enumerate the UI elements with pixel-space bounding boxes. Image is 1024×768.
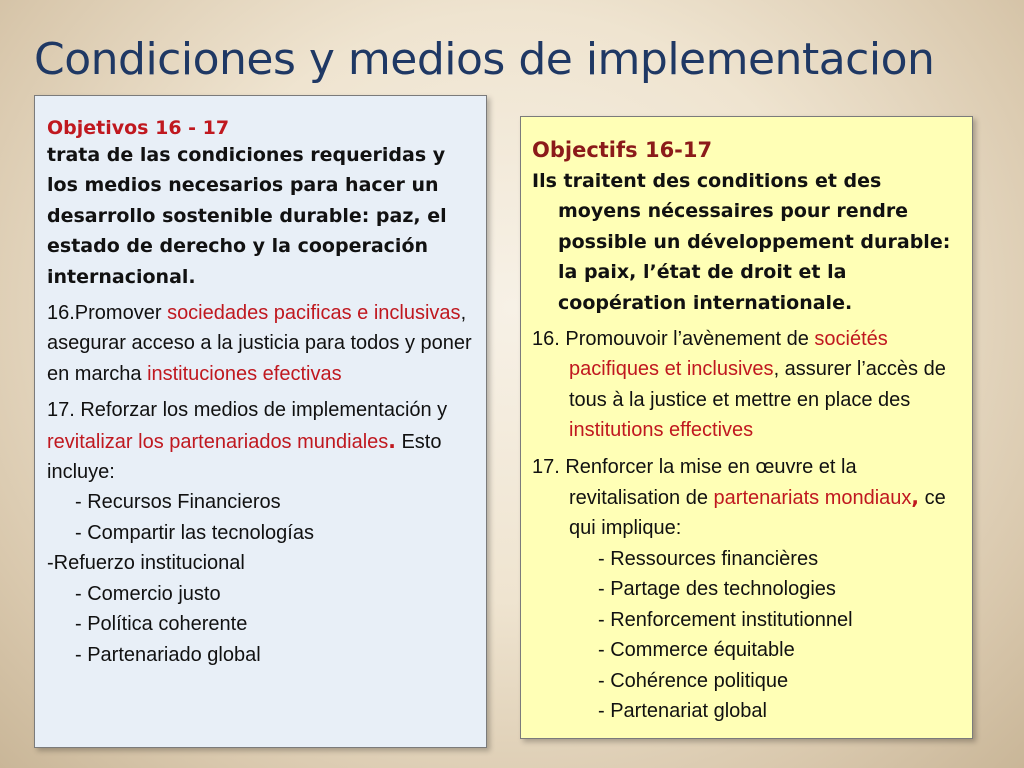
spanish-intro (47, 140, 476, 292)
spanish-means-list (47, 487, 476, 669)
list-item: - Comercio justo (75, 582, 221, 605)
goal17-highlight-partnerships: partenariats mondiaux (713, 487, 912, 510)
list-item: - Política coherente (75, 613, 248, 636)
spanish-heading: Objetivos 16 - 17 (47, 117, 230, 139)
goal17-highlight-partnerships: revitalizar los partenariados mundiales (47, 430, 389, 453)
goal17-bold-comma: , (911, 485, 920, 510)
french-goal-17 (532, 452, 962, 544)
french-intro-end: . (844, 291, 853, 314)
french-intro-text: Ils traitent des conditions et des moyens nécessaires pour rendre possible un développement durable: la paix, l’état de droit et la coopération internationale (532, 170, 951, 314)
goal16-highlight-societies: sociedades pacificas e inclusivas (167, 302, 461, 325)
list-item: - Compartir las tecnologías (75, 521, 314, 544)
list-item: - Ressources financières (598, 547, 819, 570)
goal16-highlight-societies: sociétés pacifiques et inclusives (569, 328, 888, 381)
goal16-prefix: 16.Promover (47, 302, 168, 325)
list-item: - Recursos Financieros (75, 491, 281, 514)
spanish-goal-16 (47, 298, 476, 389)
goal16-middle: , assurer l’accès de tous à la justice et mettre en place des (569, 358, 946, 411)
spanish-objectives-box (34, 95, 487, 748)
list-item: - Partenariat global (598, 699, 767, 722)
goal17-prefix: 17. Renforcer la mise en œuvre et la revitalisation de (532, 455, 857, 510)
goal17-prefix: 17. Reforzar los medios de implementación y (47, 399, 448, 422)
spanish-intro-end: . (188, 265, 196, 288)
list-item: - Cohérence politique (598, 669, 789, 692)
list-item: - Partenariado global (75, 643, 261, 666)
goal17-suffix: ce qui implique: (569, 487, 946, 540)
french-goal-16 (532, 324, 962, 446)
goal16-highlight-institutions: institutions effectives (569, 419, 754, 442)
spanish-intro-text: trata de las condiciones requeridas y los medios necesarios para hacer un desarrollo sostenible durable: paz, el estado de derecho y la cooperación internacional (47, 144, 447, 288)
goal16-prefix: 16. Promouvoir l’avènement de (532, 328, 815, 351)
list-item: - Partage des technologies (598, 578, 836, 601)
french-means-list (532, 544, 962, 726)
goal16-highlight-institutions: instituciones efectivas (147, 362, 342, 385)
goal17-bold-dot: . (388, 428, 396, 453)
goal17-suffix: Esto incluye: (47, 430, 442, 484)
french-intro (532, 166, 962, 318)
goal16-middle: , asegurar acceso a la justicia para todos y poner en marcha (47, 302, 472, 385)
french-objectives-box (520, 116, 973, 739)
list-item: -Refuerzo institucional (47, 552, 245, 575)
spanish-goal-17 (47, 395, 476, 487)
list-item: - Renforcement institutionnel (598, 608, 853, 631)
slide-title: Condiciones y medios de implementacion (34, 34, 935, 85)
french-heading: Objectifs 16-17 (532, 138, 713, 162)
list-item: - Commerce équitable (598, 639, 795, 662)
